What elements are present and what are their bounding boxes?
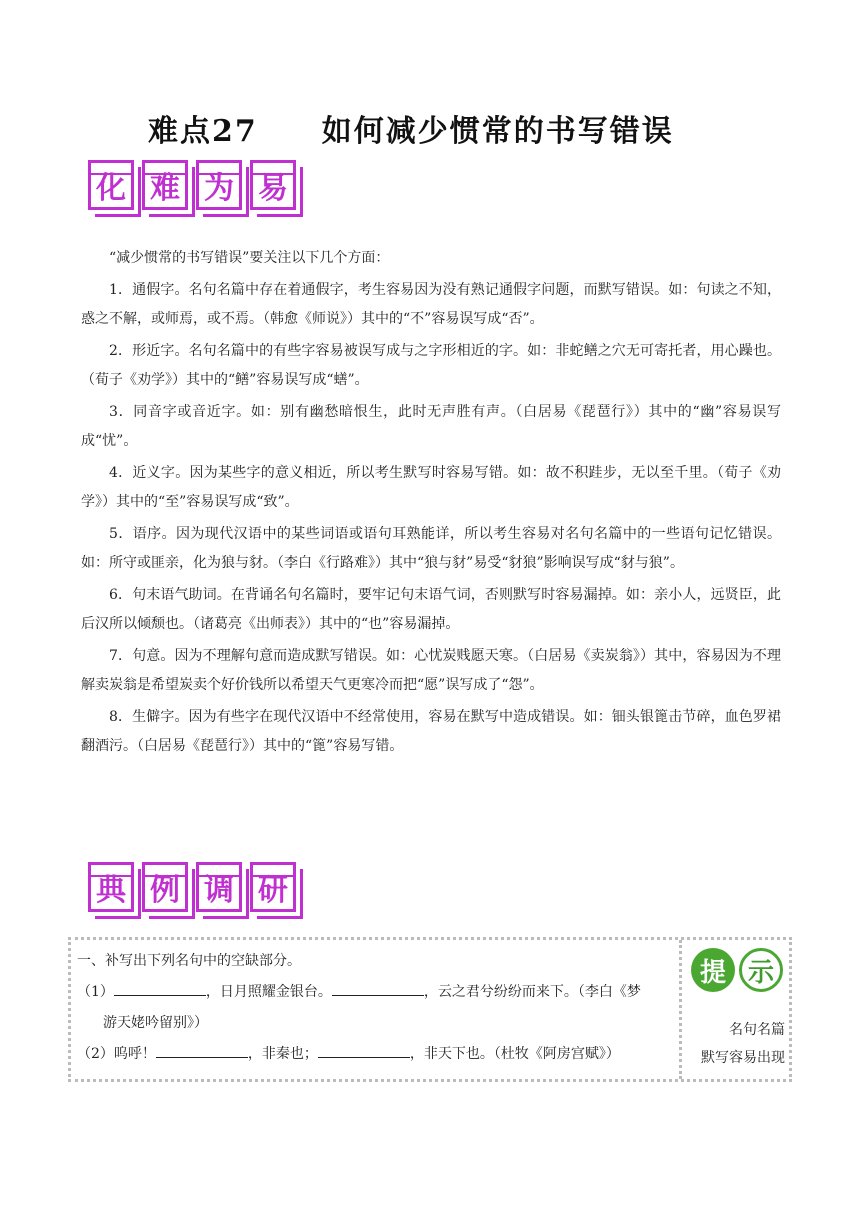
answer-blank[interactable] bbox=[318, 1043, 410, 1058]
tip-line: 默写容易出现 bbox=[701, 1050, 785, 1066]
question-1-end: ，云之君兮纷纷而来下。（李白《梦 bbox=[423, 984, 641, 1000]
badge-char: 研 bbox=[250, 862, 296, 912]
answer-blank[interactable] bbox=[156, 1043, 248, 1058]
question-2-number: （2）呜呼！ bbox=[77, 1046, 156, 1062]
answer-blank[interactable] bbox=[332, 981, 424, 996]
paragraph-item: 8．生僻字。因为有些字在现代汉语中不经常使用，容易在默写中造成错误。如：钿头银篦击节碎，血色罗裙翻酒污。（白居易《琵琶行》）其中的“篦”容易写错。 bbox=[81, 709, 781, 754]
tip-badge: 示 bbox=[739, 948, 783, 992]
question-2 bbox=[77, 1039, 677, 1070]
answer-blank[interactable] bbox=[114, 981, 206, 996]
exercise-content bbox=[77, 946, 677, 1070]
badge-char: 典 bbox=[88, 862, 134, 912]
badge-char: 易 bbox=[250, 160, 296, 210]
exercise-box bbox=[68, 937, 792, 1082]
page-title bbox=[148, 106, 748, 150]
exercise-heading: 一、补写出下列名句中的空缺部分。 bbox=[77, 953, 301, 969]
tip-line: 名句名篇 bbox=[729, 1022, 785, 1038]
divider bbox=[679, 940, 682, 1079]
body-text bbox=[81, 244, 781, 764]
paragraph-intro: “减少惯常的书写错误”要关注以下几个方面： bbox=[109, 250, 390, 266]
tip-badges bbox=[687, 948, 787, 992]
question-2-end: ，非天下也。（杜牧《阿房宫赋》） bbox=[409, 1046, 620, 1062]
question-1-continuation: 游天姥吟留别》） bbox=[103, 1015, 208, 1031]
tip-badge: 提 bbox=[691, 948, 735, 992]
title-number: 难点27 bbox=[148, 114, 258, 149]
paragraph-item: 6．句末语气助词。在背诵名句名篇时，要牢记句末语气词，否则默写时容易漏掉。如：亲小人，远贤臣，此后汉所以倾颓也。（诸葛亮《出师表》）其中的“也”容易漏掉。 bbox=[81, 587, 781, 632]
paragraph-item: 7．句意。因为不理解句意而造成默写错误。如：心忧炭贱愿天寒。（白居易《卖炭翁》）其中，容易因为不理解卖炭翁是希望炭卖个好价钱所以希望天气更寒冷而把“愿”误写成了“怨”。 bbox=[81, 648, 781, 693]
question-2-middle: ，非秦也； bbox=[247, 1046, 318, 1062]
badge-char: 化 bbox=[88, 160, 134, 210]
tip-panel bbox=[687, 948, 787, 1072]
tip-text bbox=[687, 1016, 787, 1072]
section-badges-examples bbox=[88, 862, 304, 912]
question-1-number: （1） bbox=[77, 984, 114, 1000]
badge-char: 难 bbox=[142, 160, 188, 210]
paragraph-item: 4．近义字。因为某些字的意义相近，所以考生默写时容易写错。如：故不积跬步，无以至千里。（荀子《劝学》）其中的“至”容易误写成“致”。 bbox=[81, 465, 781, 510]
badge-char: 调 bbox=[196, 862, 242, 912]
question-1-middle: ，日月照耀金银台。 bbox=[205, 984, 332, 1000]
paragraph-item: 5．语序。因为现代汉语中的某些词语或语句耳熟能详，所以考生容易对名句名篇中的一些语句记忆错误。如：所守或匪亲，化为狼与豺。（李白《行路难》）其中“狼与豺”易受“豺狼”影响误写成“豺与狼”。 bbox=[81, 526, 781, 571]
question-1 bbox=[77, 977, 677, 1008]
paragraph-item: 2．形近字。名句名篇中的有些字容易被误写成与之字形相近的字。如：非蛇鳝之穴无可寄托者，用心躁也。（荀子《劝学》）其中的“鳝”容易误写成“蟮”。 bbox=[81, 343, 781, 388]
paragraph-item: 1．通假字。名句名篇中存在着通假字，考生容易因为没有熟记通假字问题，而默写错误。如：句读之不知，惑之不解，或师焉，或不焉。（韩愈《师说》）其中的“不”容易误写成“否”。 bbox=[81, 282, 781, 327]
badge-char: 为 bbox=[196, 160, 242, 210]
badge-char: 例 bbox=[142, 862, 188, 912]
title-text: 如何减少惯常的书写错误 bbox=[321, 114, 674, 149]
paragraph-item: 3．同音字或音近字。如：别有幽愁暗恨生，此时无声胜有声。（白居易《琵琶行》）其中的“幽”容易误写成“忧”。 bbox=[81, 404, 781, 449]
section-badges-easy bbox=[88, 160, 304, 210]
